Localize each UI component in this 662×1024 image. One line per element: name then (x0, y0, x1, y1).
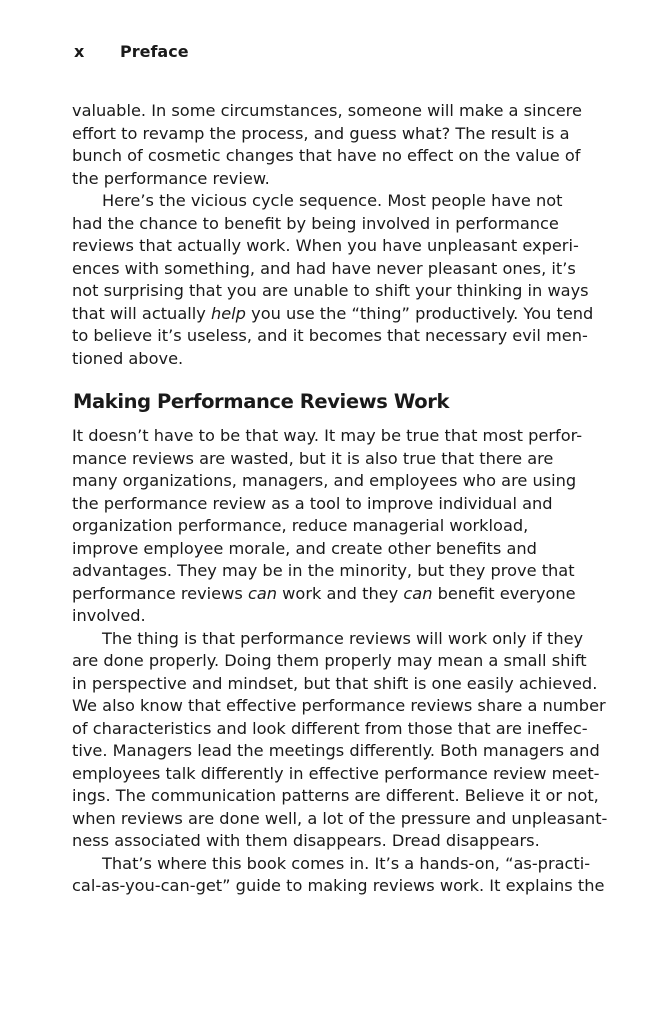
text-line: effort to revamp the process, and guess what? The result is a (72, 123, 570, 143)
text-line: tive. Managers lead the meetings differently. Both managers and (72, 741, 600, 760)
text-run: work and they (277, 583, 404, 603)
running-header (74, 42, 189, 61)
text-run: performance reviews (72, 583, 248, 603)
text-line: We also know that effective performance reviews share a number (72, 696, 606, 715)
emphasis-help: help (210, 303, 246, 323)
text-line: ences with something, and had have never pleasant ones, it’s (72, 258, 576, 278)
text-line: That’s where this book comes in. It’s a hands-on, “as-practi- (102, 853, 591, 873)
text-line: advantages. They may be in the minority, but they prove that (72, 561, 575, 580)
text-line: not surprising that you are unable to shift your thinking in ways (72, 281, 589, 300)
text-run: you use the “thing” productively. You tend (245, 303, 594, 323)
text-line: Here’s the vicious cycle sequence. Most people have not (102, 191, 563, 210)
text-line: involved. (72, 606, 146, 625)
text-line: employees talk differently in effective performance review meet- (72, 763, 600, 783)
text-line: It doesn’t have to be that way. It may be true that most perfor- (72, 426, 583, 445)
text-line: are done properly. Doing them properly may mean a small shift (72, 651, 587, 670)
text-line: ness associated with them disappears. Dread disappears. (72, 831, 540, 850)
paragraph-block-1 (72, 100, 602, 370)
page-number: x (74, 42, 85, 61)
running-title: Preface (120, 42, 189, 61)
text-line: many organizations, managers, and employees who are using (72, 471, 577, 490)
section-heading: Making Performance Reviews Work (73, 390, 450, 413)
text-run: that will actually (72, 303, 211, 323)
text-line: the performance review. (72, 168, 270, 188)
emphasis-can: can (247, 583, 278, 603)
text-line: the performance review as a tool to improve individual and (72, 493, 553, 513)
text-line: tioned above. (72, 348, 184, 368)
text-line: reviews that actually work. When you have unpleasant experi- (72, 236, 579, 255)
text-line: in perspective and mindset, but that shift is one easily achieved. (72, 673, 598, 693)
text-line: valuable. In some circumstances, someone will make a sincere (72, 101, 582, 120)
text-line: improve employee morale, and create other benefits and (72, 538, 537, 558)
emphasis-can: can (403, 583, 433, 603)
text-line: organization performance, reduce managerial workload, (72, 516, 529, 535)
text-line: bunch of cosmetic changes that have no effect on the value of (72, 146, 581, 165)
text-line: when reviews are done well, a lot of the pressure and unpleasant- (72, 808, 608, 828)
text-run: benefit everyone (432, 583, 576, 603)
text-line: cal-as-you-can-get” guide to making reviews work. It explains the (72, 876, 605, 895)
text-line: had the chance to benefit by being involved in performance (72, 213, 559, 233)
text-line: mance reviews are wasted, but it is also true that there are (72, 448, 554, 468)
paragraph-block-2 (72, 425, 608, 898)
text-line: to believe it’s useless, and it becomes that necessary evil men- (72, 326, 588, 345)
text-line: of characteristics and look different from those that are ineffec- (72, 718, 588, 738)
text-line: ings. The communication patterns are different. Believe it or not, (72, 786, 599, 805)
text-line (72, 583, 602, 606)
text-line (72, 303, 602, 326)
text-line: The thing is that performance reviews will work only if they (102, 628, 584, 648)
